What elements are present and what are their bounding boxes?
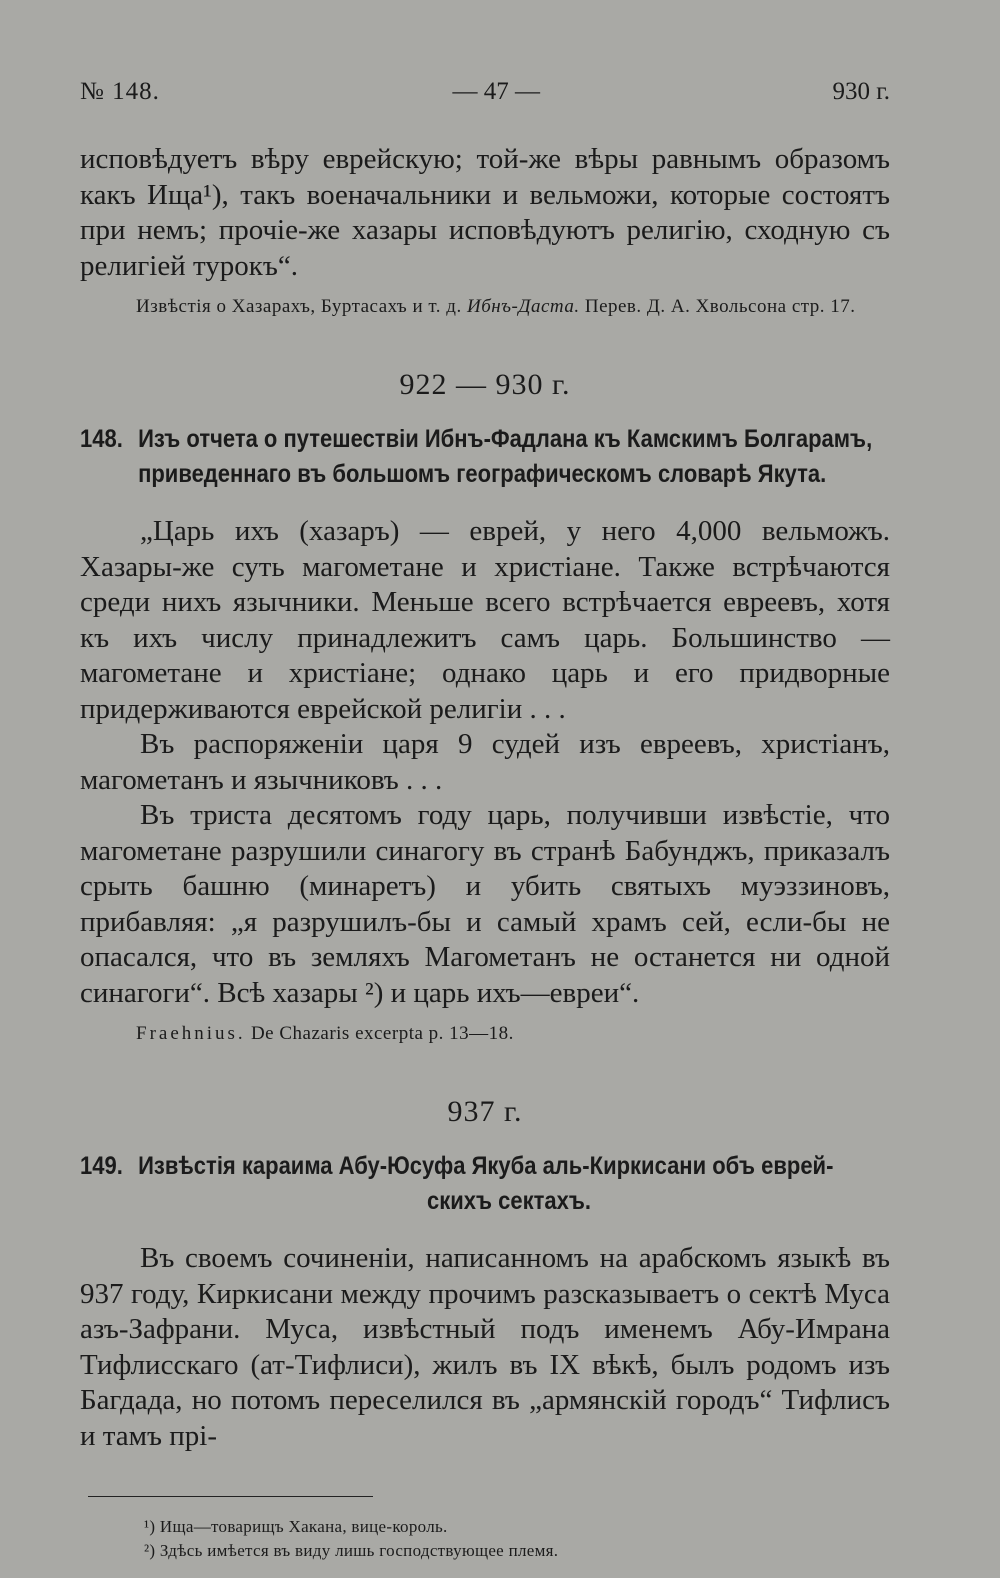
body-paragraph: Въ триста десятомъ году царь, получивши извѣстіе, что магометане разрушили синагогу въ странѣ Бабунджъ, приказалъ срыть башню (минаретъ) и убить святыхъ муэззиновъ, прибавляя: „я разрушилъ-бы и самый храмъ сей, если-бы не опасался, что въ земляхъ Магометанъ не останется ни одной синагоги“. Всѣ хазары ²) и царь ихъ—евреи“. [80,799,890,1009]
body-paragraph: Въ распоряженіи царя 9 судей изъ евреевъ, христіанъ, магометанъ и язычниковъ . . . [80,728,890,796]
entry-number: 149. [80,1152,123,1180]
source-citation-author: Fraehnius. [136,1023,246,1044]
source-citation-author: Ибнъ-Даста. [466,296,580,317]
section-date: 922 — 930 г. [399,368,571,401]
entry-heading [80,422,903,492]
source-citation [80,294,890,320]
source-citation-rest: De Chazaris excerpta p. 13—18. [245,1023,514,1044]
source-citation-text: Извѣстія о Хазарахъ, Буртасахъ и т. д. [136,296,467,317]
entry-title-line2: скихъ сектахъ. [426,1187,592,1215]
entry-title-line1: Извѣстія караима Абу-Юсуфа Якуба аль-Киркисани объ еврей- [138,1152,834,1180]
source-citation-rest: Перев. Д. А. Хвольсона стр. 17. [579,296,856,317]
page-header [80,78,890,106]
section-date: 937 г. [447,1095,523,1128]
footnote: ²) Здѣсь имѣется въ виду лишь господствующее племя. [144,1541,559,1560]
footnote: ¹) Ища—товарищъ Хакана, вице-король. [144,1517,448,1536]
entry-number: 148. [80,425,123,453]
source-citation [80,1021,890,1047]
footnote-divider [88,1496,373,1497]
page-number: — 47 — [452,78,540,105]
continued-paragraph: исповѣдуетъ вѣру еврейскую; той-же вѣры равнымъ образомъ какъ Ища¹), такъ военачальники и вельможи, которые состоятъ при немъ; прочіе-же хазары исповѣдуютъ религію, сходную съ религіей турокъ“. [80,143,890,282]
entry-title-line2: приведеннаго въ большомъ географическомъ словарѣ Якута. [138,460,827,488]
entry-heading [80,1149,903,1219]
body-paragraph: „Царь ихъ (хазаръ) — еврей, у него 4,000 вельможъ. Хазары-же суть магометане и христіане. Также встрѣчаются среди нихъ язычники. Меньше всего встрѣчается евреевъ, хотя къ ихъ числу принадлежитъ самъ царь. Большинство — магометане и христіане; однако царь и его придворные придерживаются еврейской религіи . . . [80,515,890,725]
body-paragraph: Въ своемъ сочиненіи, написанномъ на арабскомъ языкѣ въ 937 году, Киркисани между прочимъ разсказываетъ о сектѣ Муса азъ-Зафрани. Муса, извѣстный подъ именемъ Абу-Имрана Тифлисскаго (ат-Тифлиси), жилъ въ IX вѣкѣ, былъ родомъ изъ Багдада, но потомъ переселился въ „армянскій городъ“ Тифлисъ и тамъ прі- [80,1242,890,1452]
year-header: 930 г. [832,78,890,105]
entry-number-header: № 148. [80,78,160,105]
entry-title-line1: Изъ отчета о путешествіи Ибнъ-Фадлана къ Камскимъ Болгарамъ, [138,425,873,453]
